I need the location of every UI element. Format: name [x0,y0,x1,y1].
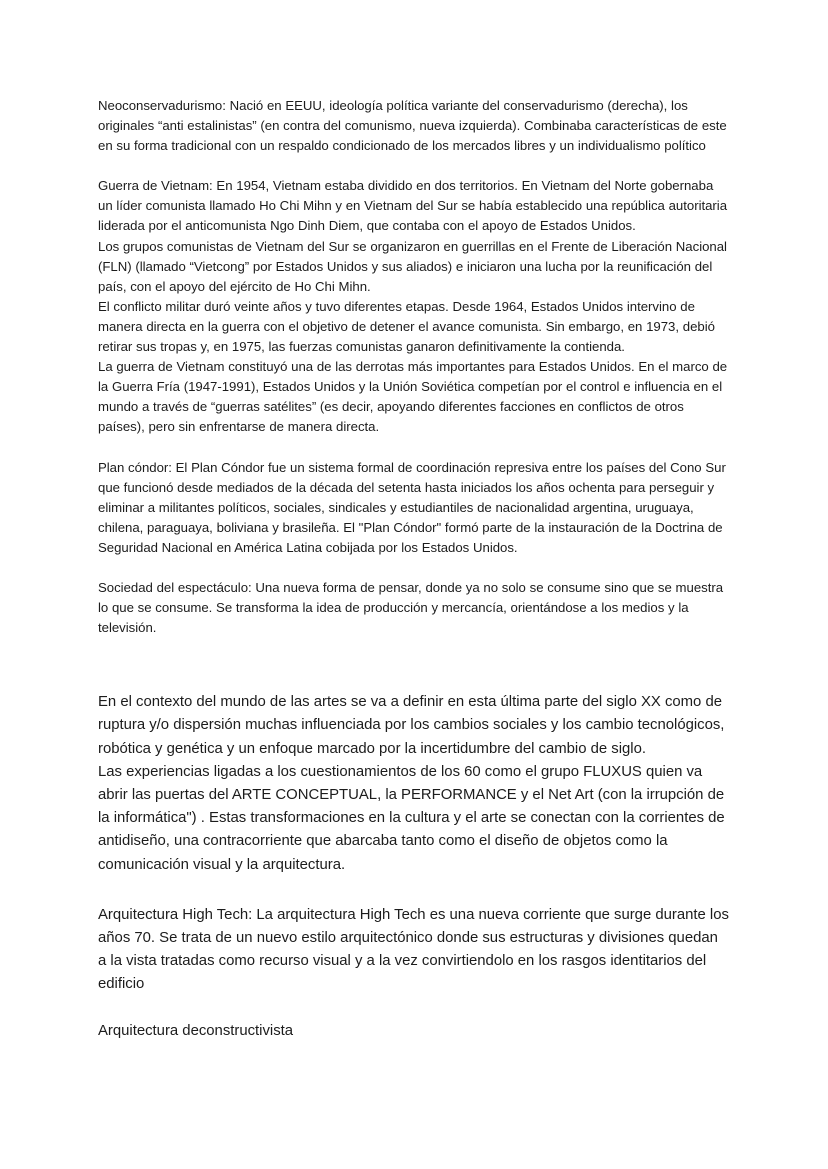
paragraph-neoconservadurismo: Neoconservadurismo: Nació en EEUU, ideología política variante del conservadurismo (derecha), los originales “anti estalinistas” (en contra del comunismo, nueva izquierda). Combinaba características de este en su forma tradicional con un respaldo condicionado de los mercados libres y un individualismo político [98,98,727,154]
heading-arquitectura-deconstructivista: Arquitectura deconstructivista [98,1022,294,1039]
paragraph-guerra-vietnam-guerra-fria: La guerra de Vietnam constituyó una de las derrotas más importantes para Estados Unidos. En el marco de la Guerra Fría (1947-1991), Estados Unidos y la Unión Soviética competían por el control e influencia en el mundo a través de “guerras satélites” (es decir, apoyando diferentes facciones en conflictos de otros países), pero sin enfrentarse de manera directa. [98,359,728,435]
paragraph-artes-contexto: En el contexto del mundo de las artes se va a definir en esta última parte del siglo XX como de ruptura y/o dispersión muchas influenciada por los cambios sociales y los cambio tecnológicos, robótica y genética y un enfoque marcado por la incertidumbre del cambio de siglo. [98,694,725,757]
paragraph-guerra-vietnam-fln: Los grupos comunistas de Vietnam del Sur se organizaron en guerrillas en el Frente de Liberación Nacional (FLN) (llamado “Vietcong” por Estados Unidos y sus aliados) e iniciaron una lucha por la reunificación del país, con el apoyo del ejército de Ho Chi Mihn. [98,238,727,294]
section-spacer-arquitectura [98,877,730,904]
paragraph-arquitectura-high-tech: Arquitectura High Tech: La arquitectura High Tech es una nueva corriente que surge durante los años 70. Se trata de un nuevo estilo arquitectónico donde sus estructuras y divisiones quedan a la vista tratadas como recurso visual y a la vez convirtiendolo en los rasgos identitarios del edificio [98,906,729,993]
paragraph-sociedad-del-espectaculo: Sociedad del espectáculo: Una nueva forma de pensar, donde ya no solo se consume sino que se muestra lo que se consume. Se transforma la idea de producción y mercancía, orientándose a los medios y la televisión. [98,579,724,636]
document-text-column [98,96,730,1043]
section-spacer-artes [98,638,730,691]
paragraph-plan-condor: Plan cóndor: El Plan Cóndor fue un sistema formal de coordinación represiva entre los países del Cono Sur que funcionó desde mediados de la década del setenta hasta iniciados los años ochenta para perseguir y eliminar a militantes políticos, sociales, sindicales y estudiantiles de nacionalidad argentina, uruguaya, chilena, paraguaya, boliviana y brasileña. El "Plan Cóndor" formó parte de la instauración de la Doctrina de Seguridad Nacional en América Latina cobijada por los Estados Unidos. [98,459,726,555]
paragraph-guerra-vietnam-conflicto: El conflicto militar duró veinte años y tuvo diferentes etapas. Desde 1964, Estados Unidos intervino de manera directa en la guerra con el objetivo de detener el avance comunista. Sin embargo, en 1973, debió retirar sus tropas y, en 1975, las fuerzas comunistas ganaron definitivamente la contienda. [98,298,715,355]
paragraph-artes-fluxus: Las experiencias ligadas a los cuestionamientos de los 60 como el grupo FLUXUS quien va abrir las puertas del ARTE CONCEPTUAL, la PERFORMANCE y el Net Art (con la irrupción de la informática") . Estas transformaciones en la cultura y el arte se conectan con la corrientes de antidiseño, una contracorriente que abarcaba tanto como el diseño de objetos como la comunicación visual y la arquitectura. [98,763,725,873]
paragraph-guerra-vietnam-intro: Guerra de Vietnam: En 1954, Vietnam estaba dividido en dos territorios. En Vietnam del Norte gobernaba un líder comunista llamado Ho Chi Mihn y en Vietnam del Sur se había establecido una república autoritaria liderada por el anticomunista Ngo Dinh Diem, que contaba con el apoyo de Estados Unidos. [98,178,728,234]
